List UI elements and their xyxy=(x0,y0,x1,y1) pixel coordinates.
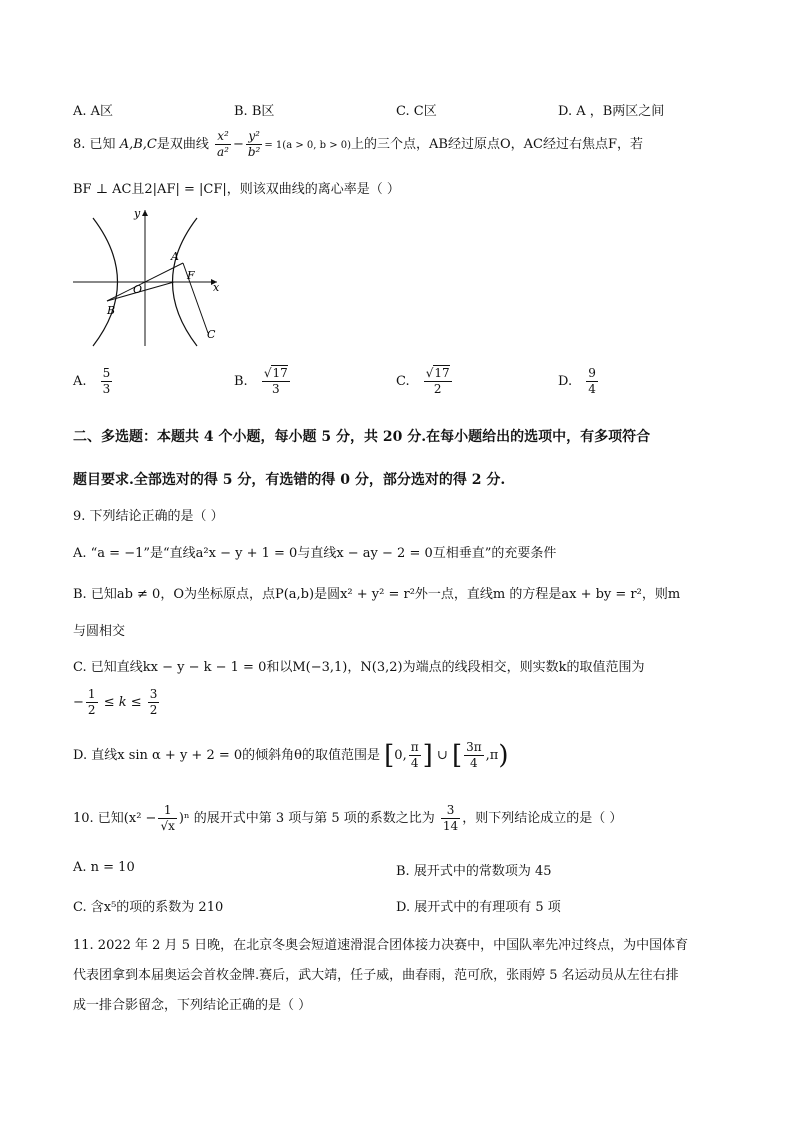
fig-label-o: O xyxy=(133,283,143,296)
q8-mid: 是双曲线 xyxy=(156,137,209,152)
q11-line3: 成一排合影留念，下列结论正确的是（ ） xyxy=(73,998,312,1013)
fig-label-f: F xyxy=(187,269,195,282)
q8-stem-line1: 8. 已知 A,B,C是双曲线 $\frac{\text{x²}}{\text{a²}}$ − $\frac{\text{y²}}{\text{b²}}$ = 1(a > 0, b > 0)上的三个点，AB经过原点O，AC经过右焦点F，若 xyxy=(73,129,643,159)
q7-option-c: C. C区 xyxy=(396,104,437,119)
q8-eq-tail: = 1(a > 0, b > 0) xyxy=(264,140,352,151)
q8-option-c: C. $\frac{√17}{2}$ xyxy=(396,366,450,396)
section2-heading-line1: 二、多选题：本题共 4 个小题，每小题 5 分，共 20 分.在每小题给出的选项中，有多项符合 xyxy=(73,429,651,445)
q8-option-b: B. $\frac{√17}{3}$ xyxy=(234,366,288,396)
fig-label-b: B xyxy=(107,304,116,317)
q7-option-b: B. B区 xyxy=(234,104,275,119)
q8-abc: A,B,C xyxy=(119,137,157,152)
q10-option-a: A. n = 10 xyxy=(73,860,135,875)
q9-option-b-line2: 与圆相交 xyxy=(73,624,126,639)
section2-heading-line2: 题目要求.全部选对的得 5 分，有选错的得 0 分，部分选对的得 2 分. xyxy=(73,472,506,488)
q10-option-d: D. 展开式中的有理项有 5 项 xyxy=(396,900,561,915)
q9-option-c-line1: C. 已知直线kx − y − k − 1 = 0和以M(−3,1)，N(3,2)为端点的线段相交，则实数k的取值范围为 xyxy=(73,660,645,675)
q8-rest: 上的三个点，AB经过原点O，AC经过右焦点F，若 xyxy=(351,137,643,152)
q10-option-c: C. 含x⁵的项的系数为 210 xyxy=(73,900,224,915)
q8-option-d: D. $\frac{9}{4}$ xyxy=(558,366,596,396)
q9-option-c-line2: − $\frac{1}{2}$ ≤ k ≤ $\frac{3}{2}$ xyxy=(73,687,158,717)
q8-frac-x: $\frac{\text{x²}}{\text{a²}}$ xyxy=(217,129,229,159)
q7-option-a: A. A区 xyxy=(73,104,114,119)
q11-line1: 11. 2022 年 2 月 5 日晚，在北京冬奥会短道速滑混合团体接力决赛中，中国队率先冲过终点，为中国体育 xyxy=(73,938,689,953)
q9-option-d: D. 直线x sin α + y + 2 = 0的倾斜角θ的取值范围是 [0, $\frac{\pi}{4}$ ] ∪ [ $\frac{3\pi}{4}$ ,π) xyxy=(73,740,509,771)
q11-line2: 代表团拿到本届奥运会首枚金牌.赛后，武大靖，任子威，曲春雨，范可欣，张雨婷 5 名运动员从左往右排 xyxy=(73,968,679,983)
q7-option-d: D. A ，B两区之间 xyxy=(558,104,665,119)
q9-stem: 9. 下列结论正确的是（ ） xyxy=(73,509,224,524)
q9-option-b-line1: B. 已知ab ≠ 0，O为坐标原点，点P(a,b)是圆x² + y² = r²外一点，直线m 的方程是ax + by = r²，则m xyxy=(73,587,681,602)
fig-label-x: x xyxy=(213,281,220,294)
hyperbola-figure xyxy=(70,205,230,350)
q8-stem-line2: BF ⊥ AC且2|AF| = |CF|，则该双曲线的离心率是（ ） xyxy=(73,182,400,197)
q10-stem: 10. 已知(x² − $\frac{1}{√x}$ )ⁿ 的展开式中第 3 项与第 5 项的系数之比为 $\frac{3}{14}$ ，则下列结论成立的是（ ） xyxy=(73,803,623,833)
q8-prefix: 8. 已知 xyxy=(73,137,116,152)
fig-label-a: A xyxy=(171,250,179,263)
q9-option-a: A. “a = −1”是“直线a²x − y + 1 = 0与直线x − ay − 2 = 0互相垂直”的充要条件 xyxy=(73,546,557,561)
fig-label-c: C xyxy=(207,328,216,341)
q8-frac-y: $\frac{\text{y²}}{\text{b²}}$ xyxy=(247,129,261,159)
q8-option-a: A. $\frac{5}{3}$ xyxy=(73,366,111,396)
fig-label-y: y xyxy=(134,207,141,220)
q10-option-b: B. 展开式中的常数项为 45 xyxy=(396,864,552,879)
